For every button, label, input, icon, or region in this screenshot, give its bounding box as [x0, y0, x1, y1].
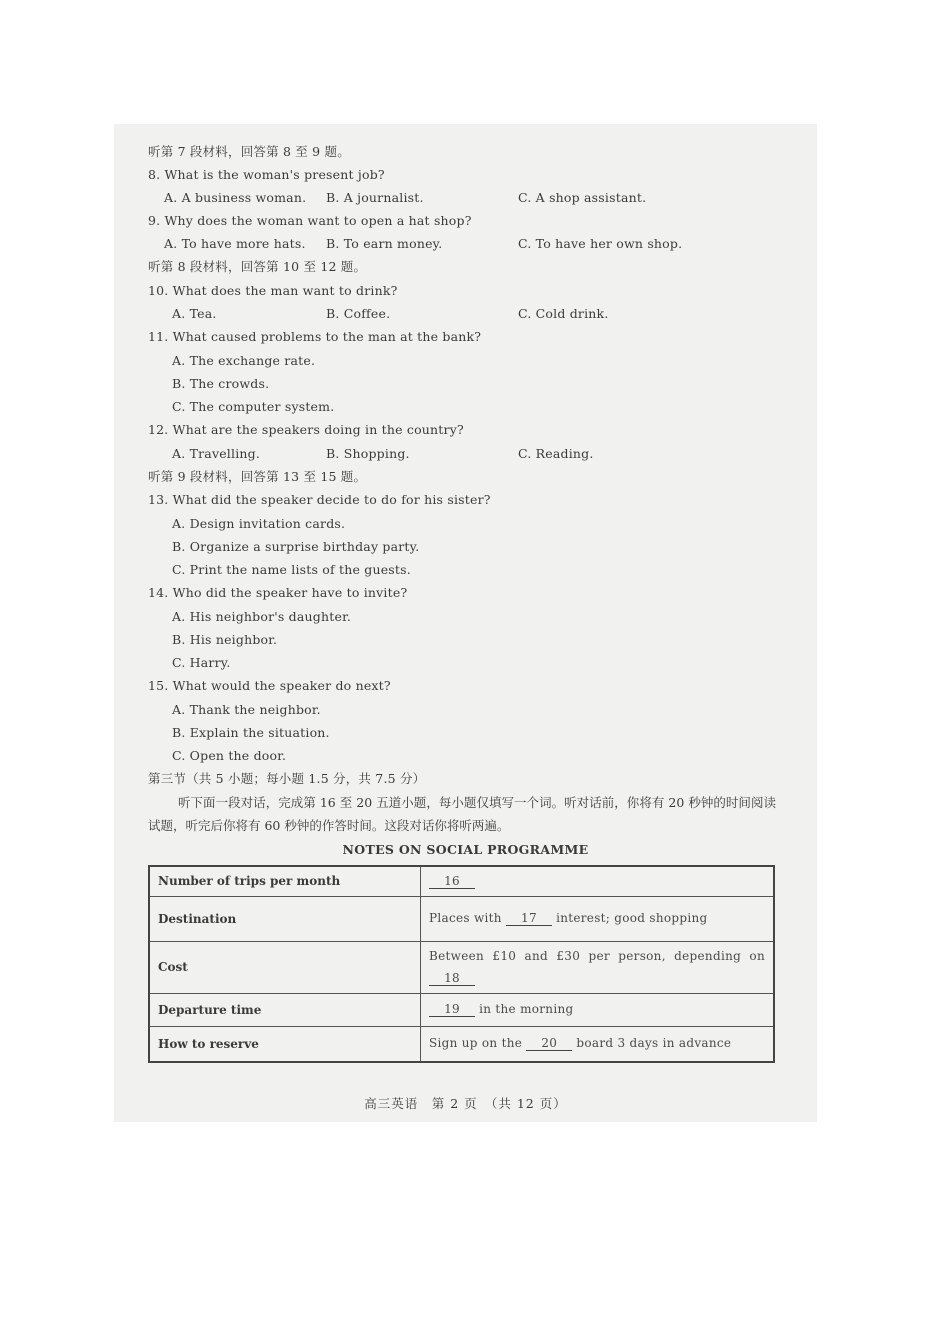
row-value [421, 896, 775, 941]
table-row [149, 866, 774, 896]
value-text: in the morning [479, 1002, 574, 1016]
question-15: 15. What would the speaker do next? [148, 678, 391, 693]
row-value [421, 941, 775, 993]
question-15-option-b: B. Explain the situation. [172, 725, 330, 740]
option-c: C. To have her own shop. [518, 236, 683, 251]
option-b: B. A journalist. [326, 190, 424, 205]
question-8-options [164, 190, 647, 206]
option-c: C. Cold drink. [518, 306, 609, 321]
option-a: A. A business woman. [164, 190, 307, 205]
question-14: 14. Who did the speaker have to invite? [148, 585, 408, 600]
notes-table [148, 865, 775, 1063]
value-text: interest; good shopping [556, 911, 708, 925]
row-label: Cost [149, 941, 421, 993]
option-b: B. Coffee. [326, 306, 391, 321]
question-14-option-c: C. Harry. [172, 655, 231, 670]
row-value [421, 866, 775, 896]
table-row [149, 941, 774, 993]
part3-instructions: 听下面一段对话，完成第 16 至 20 五道小题，每小题仅填写一个词。听对话前，你将有 20 秒钟的时间阅读试题，听完后你将有 60 秒钟的作答时间。这段对话你将听两遍。 [148, 795, 776, 833]
value-text: Places with [429, 911, 502, 925]
question-12-options [172, 446, 594, 462]
answer-blank-19[interactable]: 19 [429, 1002, 475, 1017]
option-a: A. Tea. [172, 306, 217, 321]
answer-blank-20[interactable]: 20 [526, 1036, 572, 1051]
value-text: Sign up on the [429, 1036, 523, 1051]
option-c: C. A shop assistant. [518, 190, 647, 205]
question-13-option-c: C. Print the name lists of the guests. [172, 562, 411, 577]
row-label: How to reserve [149, 1026, 421, 1062]
question-12: 12. What are the speakers doing in the country? [148, 422, 464, 437]
row-value [421, 1026, 775, 1062]
exam-page [114, 124, 817, 1122]
question-15-option-a: A. Thank the neighbor. [172, 702, 321, 717]
question-11-option-a: A. The exchange rate. [172, 353, 316, 368]
answer-blank-17[interactable]: 17 [506, 911, 552, 926]
question-15-option-c: C. Open the door. [172, 748, 287, 763]
table-title: NOTES ON SOCIAL PROGRAMME [342, 842, 589, 857]
page-footer: 高三英语 第 2 页 （共 12 页） [364, 1096, 567, 1111]
question-11: 11. What caused problems to the man at the bank? [148, 329, 482, 344]
value-text: board 3 days in advance [576, 1036, 732, 1051]
question-14-option-a: A. His neighbor's daughter. [172, 609, 352, 624]
part3-heading: 第三节（共 5 小题；每小题 1.5 分，共 7.5 分） [148, 771, 426, 786]
answer-blank-18[interactable]: 18 [429, 971, 475, 986]
question-9-options [164, 236, 683, 252]
question-13-option-b: B. Organize a surprise birthday party. [172, 539, 420, 554]
section8-heading: 听第 8 段材料，回答第 10 至 12 题。 [148, 259, 367, 274]
value-text: Between £10 and £30 per person, depending on [429, 949, 765, 963]
row-value [421, 993, 775, 1026]
question-8: 8. What is the woman's present job? [148, 167, 385, 182]
table-row [149, 896, 774, 941]
row-label: Departure time [149, 993, 421, 1026]
option-a: A. Travelling. [172, 446, 261, 461]
row-label: Number of trips per month [149, 866, 421, 896]
table-row [149, 993, 774, 1026]
option-c: C. Reading. [518, 446, 594, 461]
question-11-option-b: B. The crowds. [172, 376, 270, 391]
question-9: 9. Why does the woman want to open a hat shop? [148, 213, 472, 228]
option-b: B. Shopping. [326, 446, 410, 461]
section9-heading: 听第 9 段材料，回答第 13 至 15 题。 [148, 469, 367, 484]
question-13: 13. What did the speaker decide to do for his sister? [148, 492, 491, 507]
table-row [149, 1026, 774, 1062]
row-label: Destination [149, 896, 421, 941]
option-a: A. To have more hats. [164, 236, 306, 251]
question-14-option-b: B. His neighbor. [172, 632, 278, 647]
option-b: B. To earn money. [326, 236, 443, 251]
question-10-options [172, 306, 609, 322]
answer-blank-16[interactable]: 16 [429, 874, 475, 889]
question-11-option-c: C. The computer system. [172, 399, 335, 414]
question-10: 10. What does the man want to drink? [148, 283, 398, 298]
question-13-option-a: A. Design invitation cards. [172, 516, 346, 531]
section7-heading: 听第 7 段材料，回答第 8 至 9 题。 [148, 144, 350, 159]
